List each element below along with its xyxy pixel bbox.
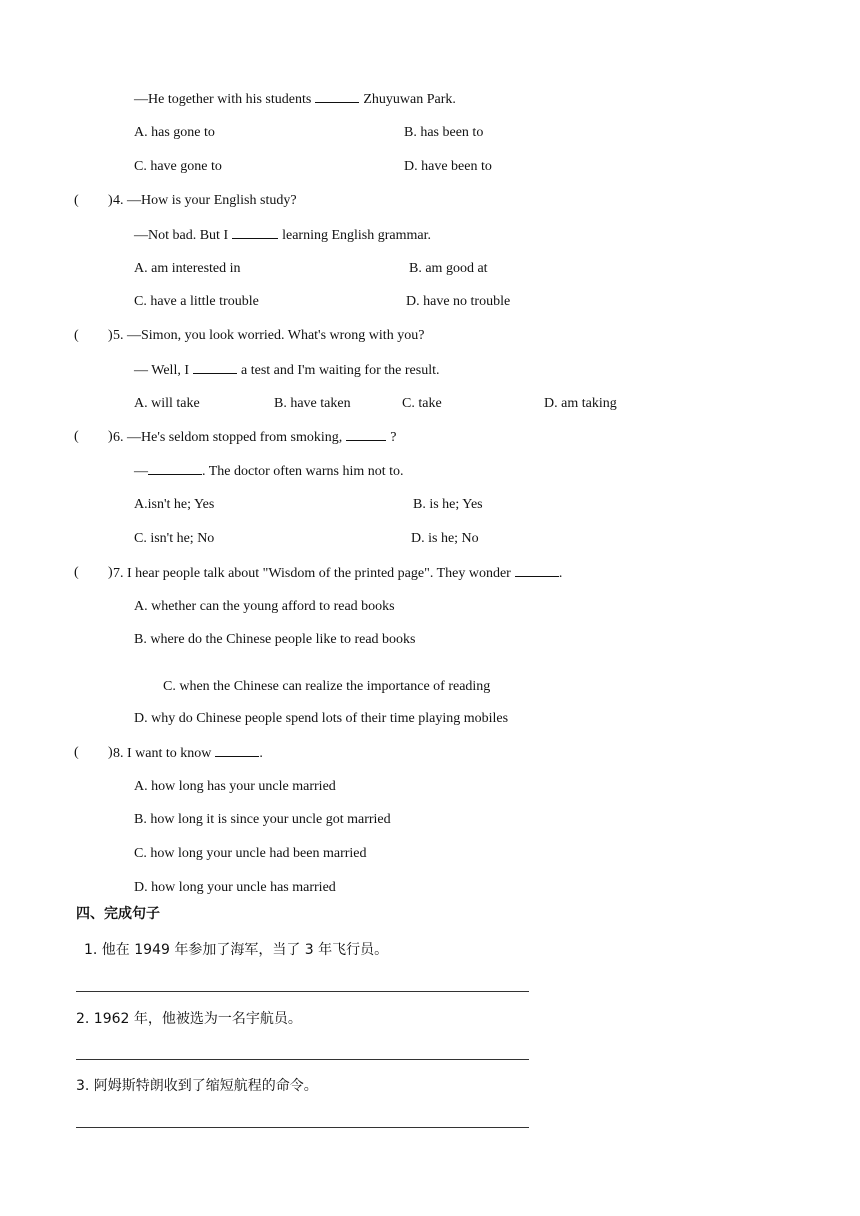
q5-reply-text: — Well, I xyxy=(134,363,189,378)
q5-answer-paren-open[interactable]: ( xyxy=(74,328,79,343)
q6-reply-blank[interactable] xyxy=(148,462,202,475)
q4-reply-text: —Not bad. But I xyxy=(134,228,229,243)
q4-answer-blank[interactable] xyxy=(232,226,278,239)
q3-reply-text: —He together with his students xyxy=(134,92,312,107)
q8-option-b: B. how long it is since your uncle got married xyxy=(134,812,391,827)
q7-option-b: B. where do the Chinese people like to read books xyxy=(134,632,416,647)
q4-option-d: D. have no trouble xyxy=(406,294,511,309)
sentence-item-1: 1. 他在 1949 年参加了海军，当了 3 年飞行员。 xyxy=(84,942,389,958)
q4-option-a: A. am interested in xyxy=(134,261,241,276)
q7-answer-blank[interactable] xyxy=(515,564,559,577)
q6-stem-text: 6. —He's seldom stopped from smoking, xyxy=(113,430,343,445)
q5-answer-blank[interactable] xyxy=(193,361,237,374)
q8-answer-paren-close: ) xyxy=(108,745,113,760)
q3-reply xyxy=(134,90,456,109)
q6-option-b: B. is he; Yes xyxy=(413,497,483,512)
q7-stem xyxy=(113,564,562,583)
q8-answer-paren-open[interactable]: ( xyxy=(74,745,79,760)
q7-answer-paren-open[interactable]: ( xyxy=(74,565,79,580)
q4-answer-paren-open[interactable]: ( xyxy=(74,193,79,208)
q8-option-d: D. how long your uncle has married xyxy=(134,880,336,895)
q4-option-b: B. am good at xyxy=(409,261,488,276)
q7-option-d: D. why do Chinese people spend lots of their time playing mobiles xyxy=(134,711,509,726)
q6-answer-paren-open[interactable]: ( xyxy=(74,429,79,444)
q8-stem-text-after: . xyxy=(259,746,263,761)
q6-option-c: C. isn't he; No xyxy=(134,531,215,546)
q6-tag-blank[interactable] xyxy=(346,428,386,441)
q7-stem-text: 7. I hear people talk about "Wisdom of the printed page". They wonder xyxy=(113,566,511,581)
q8-option-c: C. how long your uncle had been married xyxy=(134,846,367,861)
q5-option-b: B. have taken xyxy=(274,396,351,411)
q4-answer-paren-close: ) xyxy=(108,193,113,208)
q5-option-c: C. take xyxy=(402,396,442,411)
q3-option-b: B. has been to xyxy=(404,125,484,140)
q6-reply xyxy=(134,462,404,481)
q3-option-d: D. have been to xyxy=(404,159,492,174)
q7-option-a: A. whether can the young afford to read books xyxy=(134,599,395,614)
q8-stem-text: 8. I want to know xyxy=(113,746,212,761)
q7-answer-paren-close: ) xyxy=(108,565,113,580)
q7-stem-text-after: . xyxy=(558,566,563,581)
q6-reply-dash: — xyxy=(134,464,148,479)
sentence-item-2: 2. 1962 年，他被选为一名宇航员。 xyxy=(76,1011,302,1027)
q3-option-c: C. have gone to xyxy=(134,159,222,174)
answer-line-1[interactable] xyxy=(76,991,529,992)
q8-option-a: A. how long has your uncle married xyxy=(134,779,336,794)
sentence-item-3: 3. 阿姆斯特朗收到了缩短航程的命令。 xyxy=(76,1078,318,1094)
q5-stem: 5. —Simon, you look worried. What's wrong with you? xyxy=(113,328,425,343)
q6-stem-text-after: ? xyxy=(390,430,397,445)
q8-stem xyxy=(113,744,263,763)
q3-option-a: A. has gone to xyxy=(134,125,215,140)
q4-stem: 4. —How is your English study? xyxy=(113,193,297,208)
q7-option-c: C. when the Chinese can realize the importance of reading xyxy=(163,679,491,694)
q6-reply-text: . The doctor often warns him not to. xyxy=(202,464,404,479)
section-heading: 四、完成句子 xyxy=(76,906,160,922)
q6-answer-paren-close: ) xyxy=(108,429,113,444)
q3-answer-blank[interactable] xyxy=(315,90,359,103)
q5-reply-text-after: a test and I'm waiting for the result. xyxy=(241,363,440,378)
q8-answer-blank[interactable] xyxy=(215,744,259,757)
answer-line-3[interactable] xyxy=(76,1127,529,1128)
q4-option-c: C. have a little trouble xyxy=(134,294,259,309)
q6-stem xyxy=(113,428,396,447)
q5-option-d: D. am taking xyxy=(544,396,617,411)
answer-line-2[interactable] xyxy=(76,1059,529,1060)
q6-option-a: A.isn't he; Yes xyxy=(134,497,215,512)
q4-reply-text-after: learning English grammar. xyxy=(282,228,432,243)
q3-reply-text-after: Zhuyuwan Park. xyxy=(363,92,456,107)
q5-reply xyxy=(134,361,439,380)
q5-answer-paren-close: ) xyxy=(108,328,113,343)
q4-reply xyxy=(134,226,431,245)
q5-option-a: A. will take xyxy=(134,396,200,411)
q6-option-d: D. is he; No xyxy=(411,531,479,546)
